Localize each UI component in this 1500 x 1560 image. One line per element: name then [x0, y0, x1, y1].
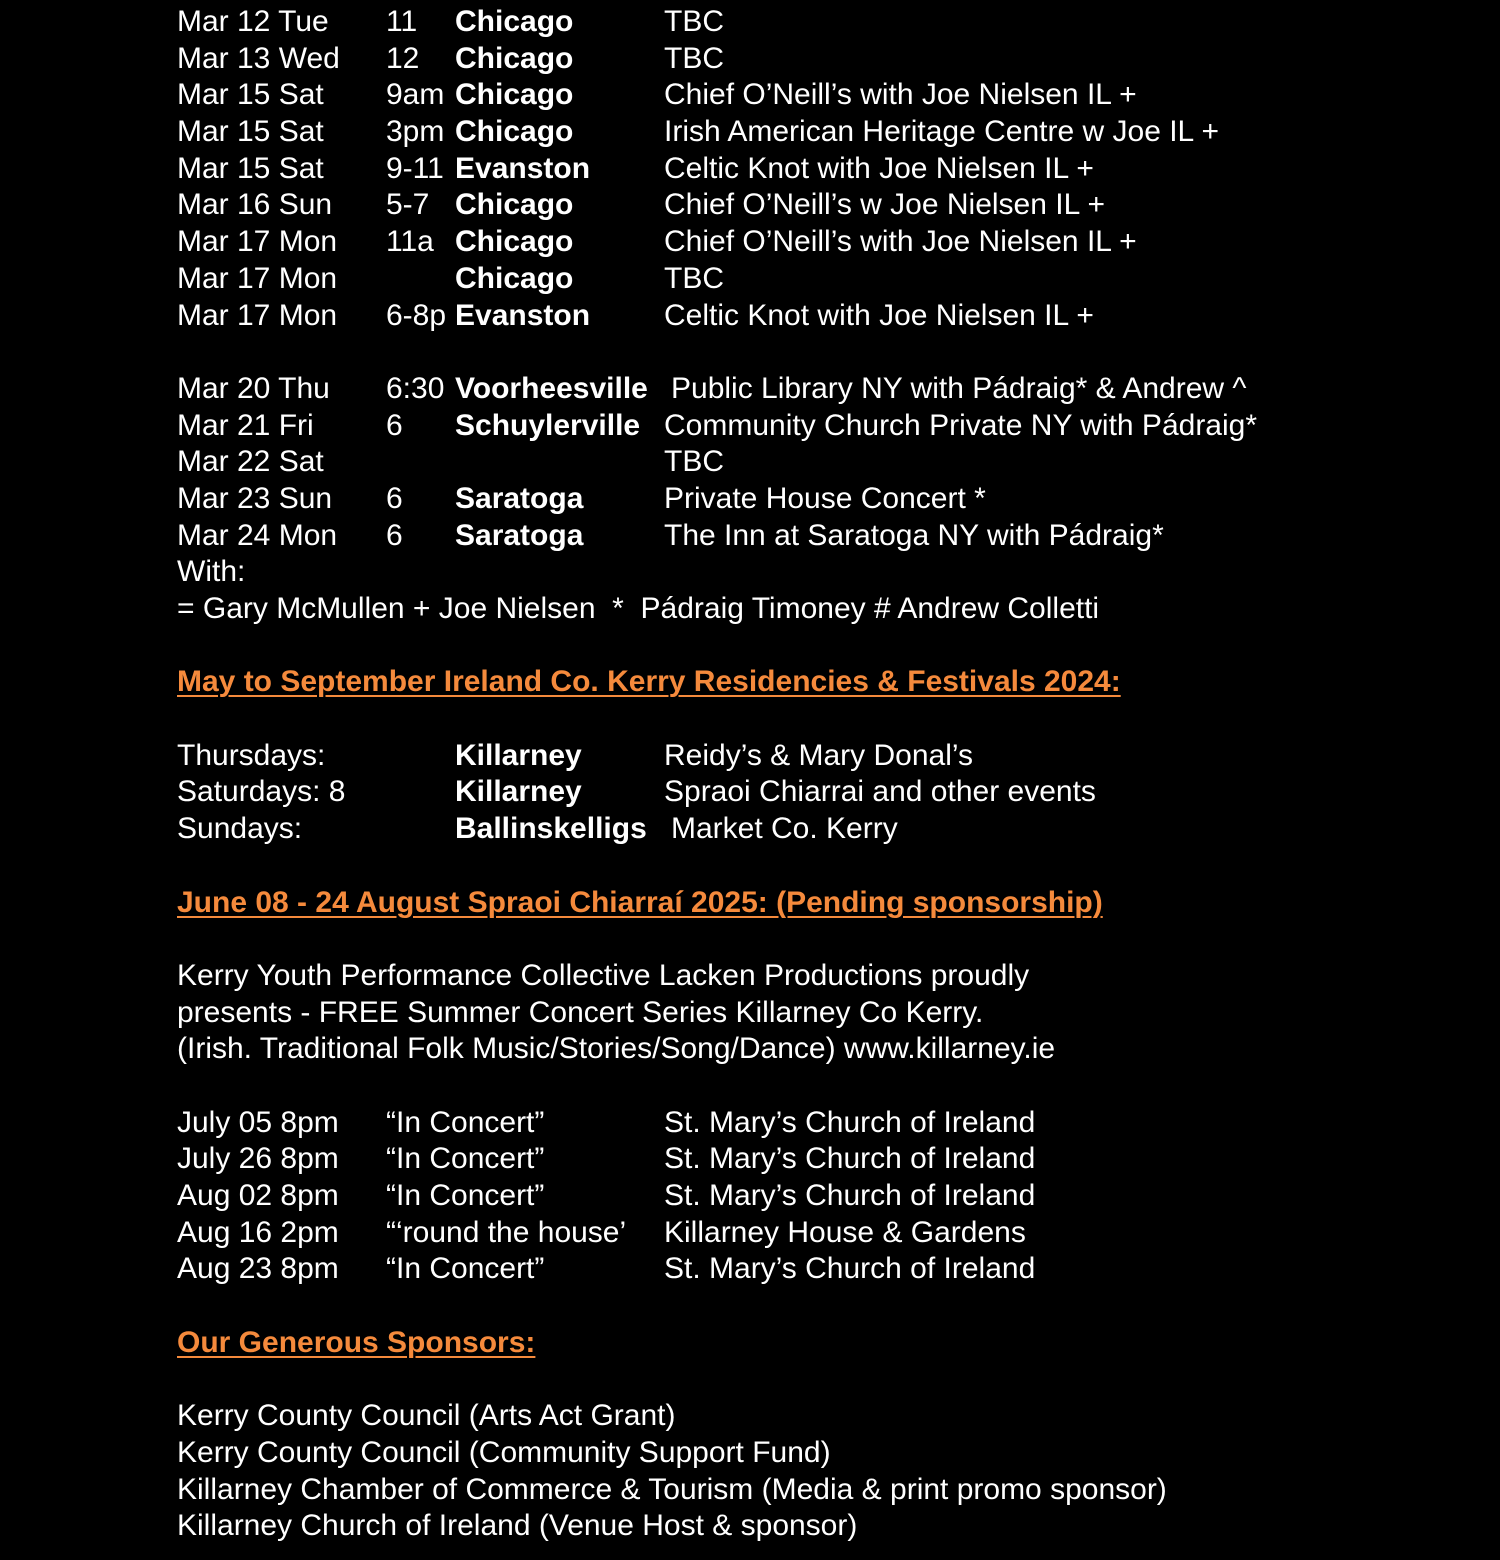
sponsor-item: Killarney Chamber of Commerce & Tourism (Media & print promo sponsor) — [177, 1472, 1167, 1506]
spraoi-intro — [177, 958, 1477, 1068]
concert-show: “‘round the house’ — [386, 1215, 627, 1249]
concert-date: July 26 8pm — [177, 1142, 339, 1176]
row-day: Sundays: — [177, 812, 303, 846]
row-venue: Market Co. Kerry — [671, 812, 898, 846]
row-venue: Community Church Private NY with Pádraig* — [664, 408, 1258, 442]
tour-schedule-page — [177, 4, 1477, 1545]
concert-date: Aug 02 8pm — [177, 1179, 339, 1212]
concert-place: Killarney House & Gardens — [664, 1215, 1026, 1249]
concert-date: Aug 23 8pm — [177, 1252, 339, 1286]
sponsor-list — [177, 1398, 1477, 1545]
schedule-row — [177, 261, 1477, 298]
row-city: Saratoga — [455, 518, 584, 552]
row-city: Chicago — [455, 261, 574, 295]
row-date: Mar 21 Fri — [177, 408, 314, 442]
row-venue: Chief O’Neill’s w Joe Nielsen IL + — [664, 188, 1106, 222]
row-venue: TBC — [664, 41, 724, 75]
row-date: Mar 22 Sat — [177, 445, 324, 479]
row-date: Mar 24 Mon — [177, 518, 338, 552]
spacer — [177, 628, 1477, 665]
row-day: Thursdays: — [177, 738, 326, 772]
row-time: 12 — [386, 41, 420, 75]
row-city: Chicago — [455, 41, 574, 75]
row-time: 3pm — [386, 115, 445, 149]
schedule-row — [177, 41, 1477, 78]
sponsor-item: Killarney Church of Ireland (Venue Host & sponsor) — [177, 1509, 858, 1543]
concert-row — [177, 1178, 1477, 1215]
schedule-row — [177, 774, 1477, 811]
concert-row — [177, 1251, 1477, 1288]
ny-schedule — [177, 371, 1477, 628]
intro-line: (Irish. Traditional Folk Music/Stories/Song/Dance) www.killarney.ie — [177, 1032, 1056, 1066]
schedule-row — [177, 408, 1477, 445]
row-date: Mar 12 Tue — [177, 5, 329, 38]
row-city: Chicago — [455, 115, 574, 149]
schedule-row — [177, 738, 1477, 775]
row-venue: Public Library NY with Pádraig* & Andrew ^ — [671, 371, 1247, 405]
row-venue: Reidy’s & Mary Donal’s — [664, 738, 974, 772]
row-time: 6:30 — [386, 371, 445, 405]
row-city: Chicago — [455, 5, 574, 38]
row-city: Chicago — [455, 188, 574, 222]
row-time: 6 — [386, 481, 403, 515]
concert-place: St. Mary’s Church of Ireland — [664, 1252, 1036, 1286]
row-day: Saturdays: 8 — [177, 775, 346, 809]
row-venue: Chief O’Neill’s with Joe Nielsen IL + — [664, 225, 1137, 259]
row-city: Evanston — [455, 151, 591, 185]
row-venue: TBC — [664, 445, 724, 479]
concert-row — [177, 1215, 1477, 1252]
intro-line: presents - FREE Summer Concert Series Killarney Co Kerry. — [177, 995, 984, 1029]
row-time: 9am — [386, 78, 445, 112]
schedule-row — [177, 114, 1477, 151]
row-city: Schuylerville — [455, 408, 641, 442]
row-date: Mar 17 Mon — [177, 225, 338, 259]
row-city: Ballinskelligs — [455, 812, 647, 846]
schedule-row — [177, 77, 1477, 114]
row-venue: TBC — [664, 261, 724, 295]
row-date: Mar 17 Mon — [177, 261, 338, 295]
row-time: 6 — [386, 408, 403, 442]
row-date: Mar 23 Sun — [177, 481, 333, 515]
row-date: Mar 15 Sat — [177, 151, 324, 185]
row-time: 11a — [386, 225, 434, 259]
row-venue: Chief O’Neill’s with Joe Nielsen IL + — [664, 78, 1137, 112]
concert-row — [177, 1105, 1477, 1142]
with-musicians: = Gary McMullen + Joe Nielsen * Pádraig Timoney # Andrew Colletti — [177, 592, 1100, 625]
concert-show: “In Concert” — [386, 1179, 545, 1212]
spacer — [177, 334, 1477, 371]
row-city: Killarney — [455, 775, 582, 809]
spacer — [177, 848, 1477, 885]
row-time: 9-11 — [386, 151, 444, 185]
row-venue: Celtic Knot with Joe Nielsen IL + — [664, 151, 1094, 185]
schedule-row — [177, 481, 1477, 518]
spacer — [177, 1288, 1477, 1325]
sponsor-item: Kerry County Council (Community Support Fund) — [177, 1435, 831, 1469]
schedule-row — [177, 4, 1477, 41]
sponsor-item: Kerry County Council (Arts Act Grant) — [177, 1399, 676, 1433]
row-date: Mar 20 Thu — [177, 371, 330, 405]
concert-place: St. Mary’s Church of Ireland — [664, 1105, 1036, 1139]
schedule-row — [177, 224, 1477, 261]
row-venue: Irish American Heritage Centre w Joe IL + — [664, 115, 1219, 149]
us-schedule — [177, 4, 1477, 334]
spacer — [177, 701, 1477, 738]
row-date: Mar 16 Sun — [177, 188, 333, 222]
concert-show: “In Concert” — [386, 1105, 545, 1139]
row-venue: The Inn at Saratoga NY with Pádraig* — [664, 518, 1164, 552]
row-date: Mar 17 Mon — [177, 298, 338, 332]
row-time: 6-8p — [386, 298, 447, 332]
spacer — [177, 1068, 1477, 1105]
schedule-row — [177, 444, 1477, 481]
row-city: Evanston — [455, 298, 591, 332]
concert-show: “In Concert” — [386, 1252, 545, 1286]
concert-schedule — [177, 1105, 1477, 1288]
row-venue: Spraoi Chiarrai and other events — [664, 775, 1096, 809]
row-date: Mar 15 Sat — [177, 115, 324, 149]
spacer — [177, 921, 1477, 958]
row-city: Voorheesville — [455, 371, 648, 405]
schedule-row — [177, 518, 1477, 555]
intro-line: Kerry Youth Performance Collective Lacken Productions proudly — [177, 958, 1030, 992]
concert-place: St. Mary’s Church of Ireland — [664, 1142, 1036, 1176]
with-label: With: — [177, 555, 246, 589]
kerry-residencies-heading: May to September Ireland Co. Kerry Residencies & Festivals 2024: — [177, 665, 1121, 699]
spacer — [177, 1361, 1477, 1398]
row-city: Killarney — [455, 738, 582, 772]
concert-date: Aug 16 2pm — [177, 1215, 339, 1249]
row-date: Mar 15 Sat — [177, 78, 324, 112]
concert-place: St. Mary’s Church of Ireland — [664, 1179, 1036, 1212]
row-venue: TBC — [664, 5, 724, 38]
sponsors-heading: Our Generous Sponsors: — [177, 1325, 536, 1359]
row-time: 6 — [386, 518, 403, 552]
row-date: Mar 13 Wed — [177, 41, 340, 75]
kerry-schedule — [177, 738, 1477, 848]
concert-row — [177, 1141, 1477, 1178]
row-city: Saratoga — [455, 481, 584, 515]
concert-date: July 05 8pm — [177, 1105, 339, 1139]
schedule-row — [177, 151, 1477, 188]
schedule-row — [177, 298, 1477, 335]
schedule-row — [177, 187, 1477, 224]
row-city: Chicago — [455, 225, 574, 259]
row-city: Chicago — [455, 78, 574, 112]
spraoi-heading: June 08 - 24 August Spraoi Chiarraí 2025: (Pending sponsorship) — [177, 885, 1103, 919]
row-time: 11 — [386, 5, 418, 38]
concert-show: “In Concert” — [386, 1142, 545, 1176]
schedule-row — [177, 811, 1477, 848]
row-time: 5-7 — [386, 188, 430, 222]
row-venue: Celtic Knot with Joe Nielsen IL + — [664, 298, 1094, 332]
row-venue: Private House Concert * — [664, 481, 986, 515]
schedule-row — [177, 371, 1477, 408]
